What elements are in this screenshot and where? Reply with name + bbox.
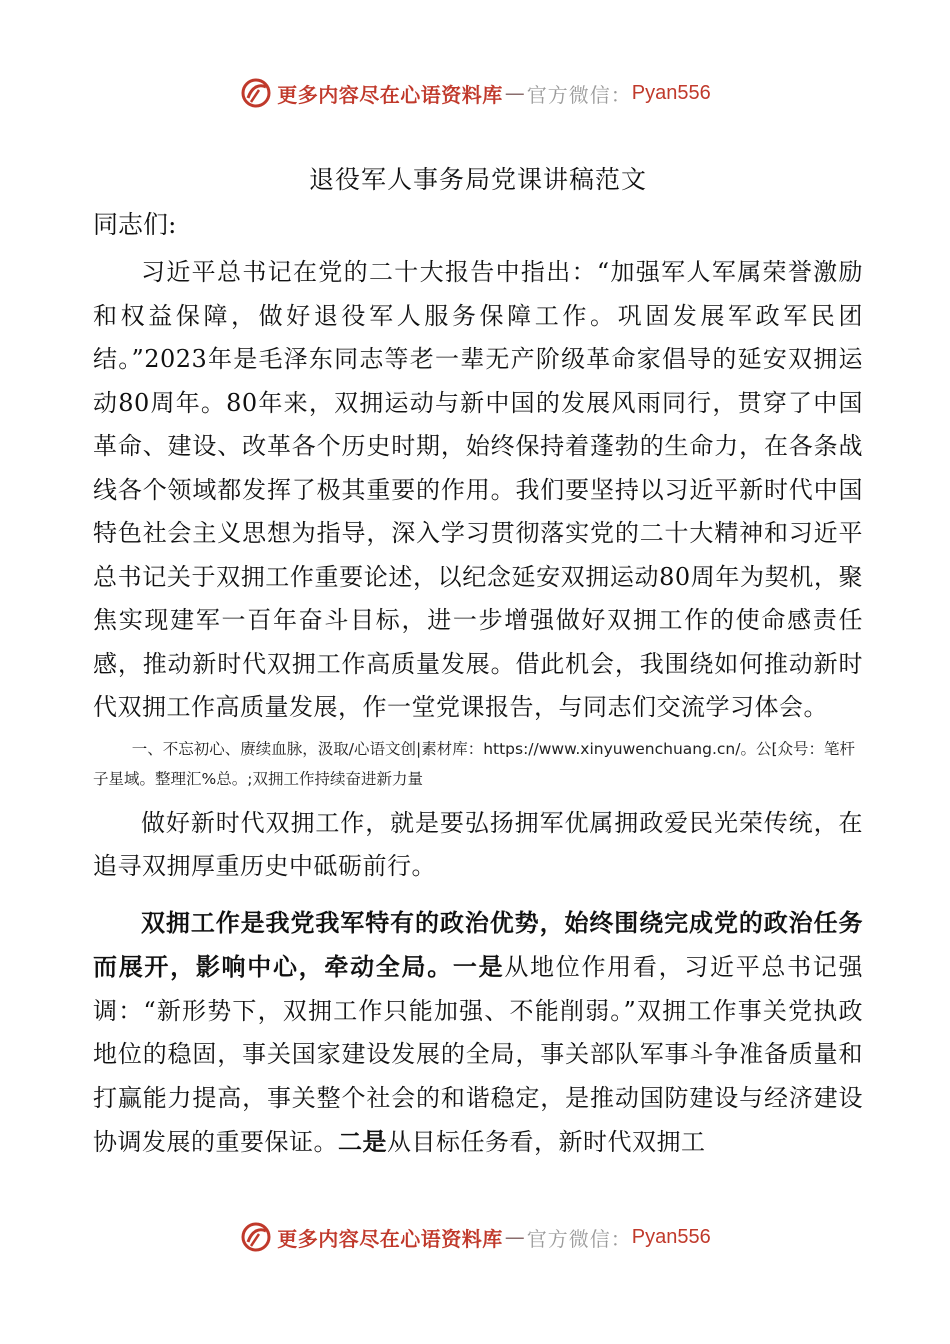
paragraph-2: 做好新时代双拥工作，就是要弘扬拥军优属拥政爱民光荣传统，在追寻双拥厚重历史中砥砺前行。 bbox=[93, 808, 863, 880]
watermark-wechat-label: 官方微信： bbox=[526, 1226, 632, 1251]
paragraph-3 bbox=[93, 901, 863, 1165]
watermark-banner-top bbox=[0, 73, 950, 113]
point-2-text: 从目标任务看，新时代双拥工 bbox=[387, 1128, 706, 1156]
document-title: 退役军人事务局党课讲稿范文 bbox=[308, 165, 647, 194]
watermark-brand-text: 更多内容尽在心语资料库 bbox=[277, 1226, 503, 1251]
section-heading-1: 一、不忘初心、赓续血脉，汲取/心语文创|素材库：https://www.xinyuwenchuang.cn/。公[众号：笔杆子星域。整理汇%总。;双拥工作持续奋进新力量 bbox=[93, 739, 855, 788]
brand-logo-icon bbox=[239, 1220, 273, 1254]
watermark-wechat-id: Pyan556 bbox=[631, 1225, 711, 1248]
point-2-marker: 二是 bbox=[338, 1127, 387, 1156]
watermark-dash: — bbox=[504, 81, 525, 105]
brand-logo-icon bbox=[239, 76, 273, 110]
point-1-text: 从地位作用看，习近平总书记强调：“新形势下，双拥工作只能加强、不能削弱。”双拥工作事关党执政地位的稳固，事关国家建设发展的全局，事关部队军事斗争准备质量和打赢能力提高，事关整个社会的和谐稳定，是推动国防建设与经济建设协调发展的重要保证。 bbox=[93, 953, 864, 1156]
watermark-wechat-label: 官方微信： bbox=[526, 82, 632, 107]
point-1-marker: 一是 bbox=[452, 952, 505, 981]
watermark-brand-text: 更多内容尽在心语资料库 bbox=[277, 82, 503, 107]
paragraph-3-lead: 双拥工作是我党我军特有的政治优势，始终围绕完成党的政治任务而展开，影响中心，牵动全局。 bbox=[93, 907, 863, 981]
salutation: 同志们: bbox=[93, 210, 177, 239]
watermark-banner-bottom bbox=[0, 1217, 950, 1257]
watermark-wechat-id: Pyan556 bbox=[631, 81, 711, 104]
watermark-dash: — bbox=[504, 1225, 525, 1249]
document-body bbox=[93, 155, 863, 1165]
intro-paragraph: 习近平总书记在党的二十大报告中指出：“加强军人军属荣誉激励和权益保障，做好退役军人服务保障工作。巩固发展军政军民团结。”2023年是毛泽东同志等老一辈无产阶级革命家倡导的延安双拥运动80周年。80年来，双拥运动与新中国的发展风雨同行，贯穿了中国革命、建设、改革各个历史时期，始终保持着蓬勃的生命力，在各条战线各个领域都发挥了极其重要的作用。我们要坚持以习近平新时代中国特色社会主义思想为指导，深入学习贯彻落实党的二十大精神和习近平总书记关于双拥工作重要论述，以纪念延安双拥运动80周年为契机，聚焦实现建军一百年奋斗目标，进一步增强做好双拥工作的使命感责任感，推动新时代双拥工作高质量发展。借此机会，我围绕如何推动新时代双拥工作高质量发展，作一堂党课报告，与同志们交流学习体会。 bbox=[93, 258, 863, 721]
